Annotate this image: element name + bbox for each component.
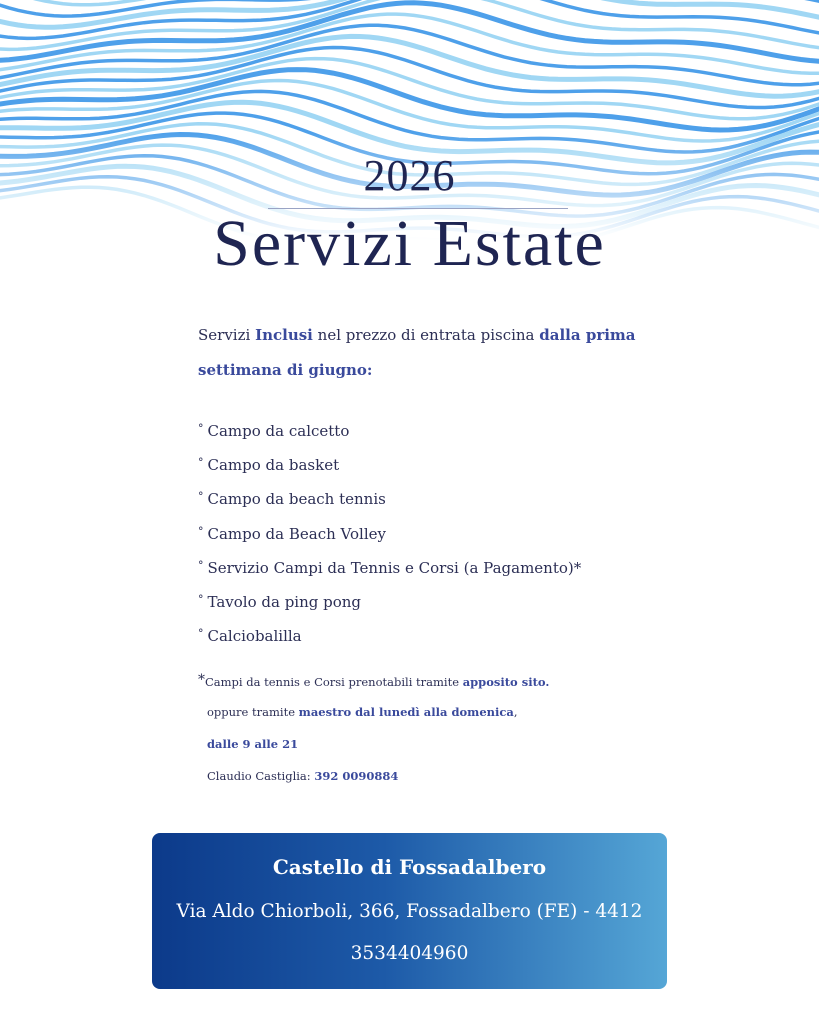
list-item: ° Servizio Campi da Tennis e Corsi (a Pagamento)*: [198, 558, 582, 577]
bullet-icon: °: [198, 558, 204, 572]
list-item: ° Calciobalilla: [198, 627, 302, 646]
bullet-icon: °: [198, 524, 204, 538]
bullet-icon: °: [198, 456, 204, 470]
venue-name: Castello di Fossadalbero: [272, 855, 547, 879]
bullet-icon: °: [198, 490, 204, 504]
services-list: [198, 413, 581, 652]
intro-highlight-included: Inclusi: [255, 326, 313, 344]
list-item: ° Campo da basket: [198, 456, 340, 475]
list-item: ° Tavolo da ping pong: [198, 593, 362, 612]
intro-highlight-date: dalla prima settimana di giugno:: [198, 326, 636, 379]
intro-text: [198, 318, 648, 388]
venue-card: [152, 833, 667, 989]
venue-phone[interactable]: 3534404960: [350, 943, 469, 964]
venue-address: Via Aldo Chiorboli, 366, Fossadalbero (FE) - 4412: [176, 901, 643, 922]
list-item: ° Campo da beach tennis: [198, 490, 386, 509]
page-title: Servizi Estate: [213, 207, 606, 280]
bullet-icon: °: [198, 422, 204, 435]
contact-phone[interactable]: 392 0090884: [314, 769, 399, 783]
year-heading: 2026: [363, 151, 456, 200]
booking-site-link[interactable]: apposito sito.: [462, 675, 550, 689]
wave-fade-overlay: [0, 0, 819, 240]
note-hours: dalle 9 alle 21: [207, 737, 299, 751]
note-contact: Claudio Castiglia: 392 0090884: [207, 769, 399, 783]
list-item: ° Campo da calcetto: [198, 422, 350, 440]
list-item: ° Campo da Beach Volley: [198, 524, 386, 543]
intro-part1: Servizi: [198, 326, 256, 344]
booking-note: [198, 664, 549, 792]
instructor-availability: maestro dal lunedì alla domenica: [298, 705, 514, 719]
bullet-icon: °: [198, 593, 204, 607]
note-line-2: oppure tramite maestro dal lunedì alla domenica,: [207, 705, 518, 719]
bullet-icon: °: [198, 627, 204, 641]
wave-pattern-decoration: [0, 0, 819, 240]
note-line-1: *Campi da tennis e Corsi prenotabili tramite apposito sito.: [198, 672, 550, 689]
asterisk: *: [198, 672, 205, 688]
intro-part2: nel prezzo di entrata piscina: [312, 326, 540, 344]
